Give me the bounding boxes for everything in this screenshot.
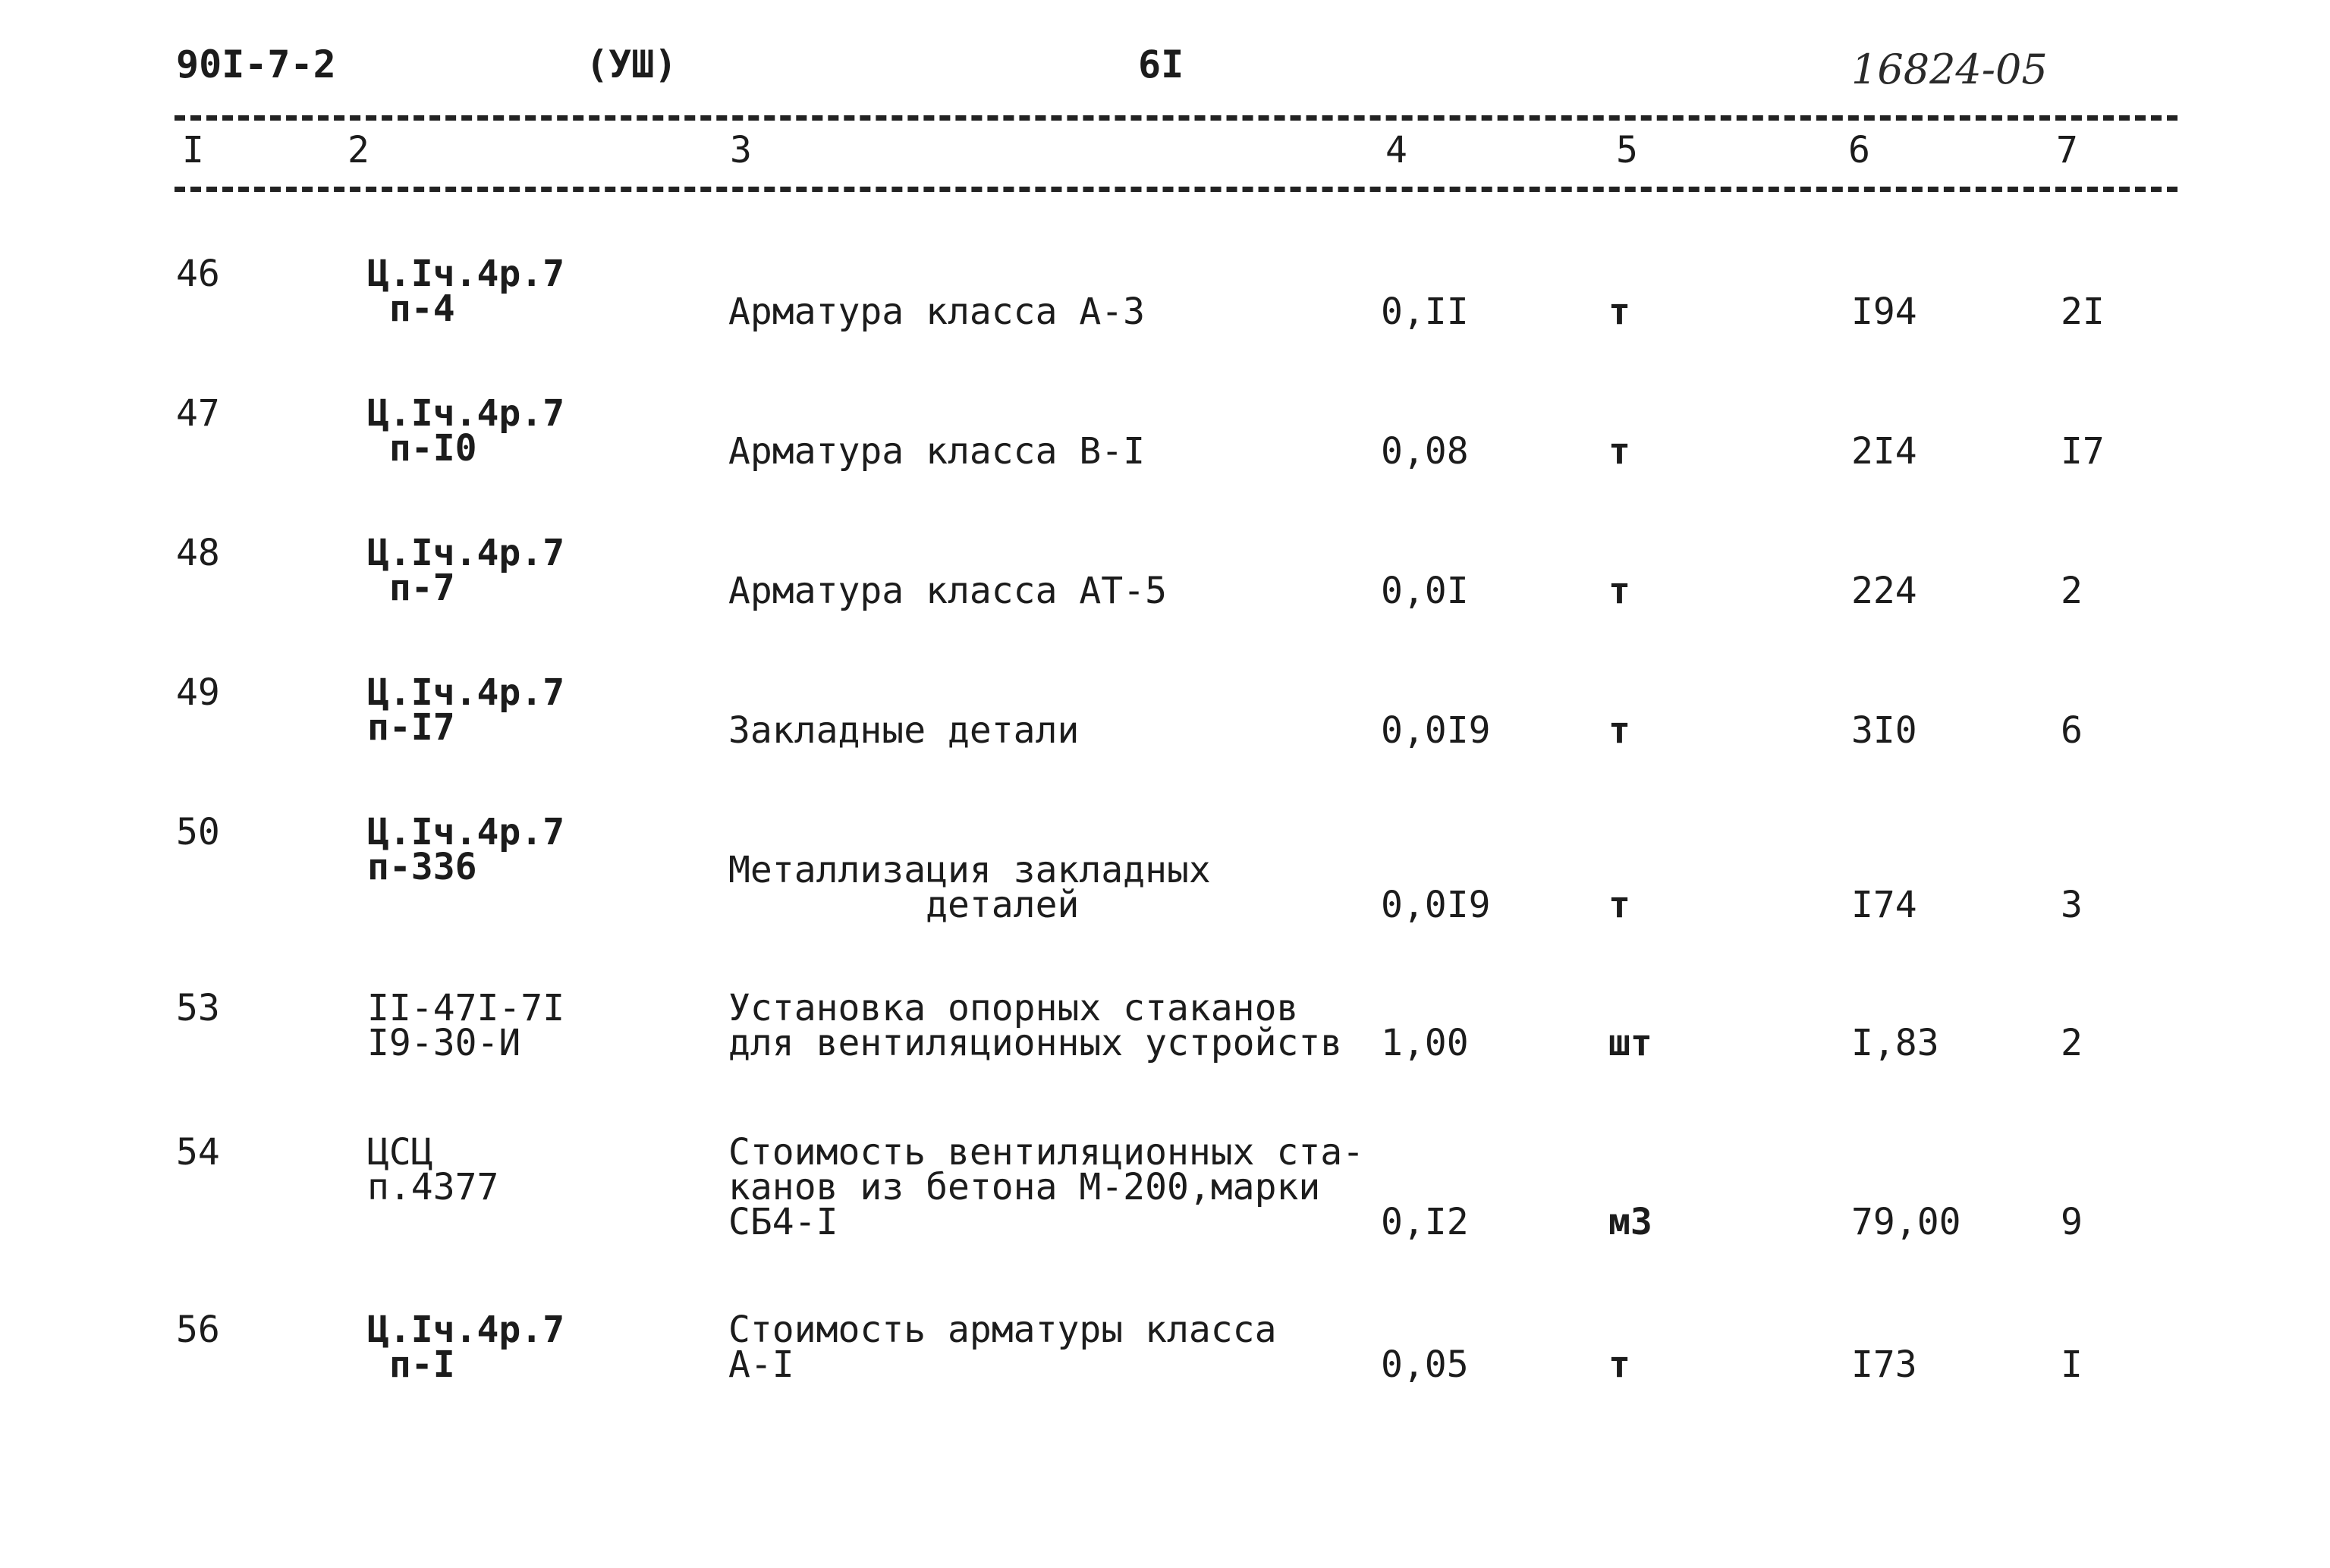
total-cost: 3 bbox=[2061, 884, 2083, 926]
quantity: 0,I2 bbox=[1381, 1201, 1469, 1243]
column-number-3: 3 bbox=[730, 129, 752, 171]
price-reference: Ц.Iч.4р.7 п-4 bbox=[367, 253, 565, 330]
document-code: 90I-7-2 bbox=[176, 42, 336, 86]
unit: т bbox=[1608, 291, 1630, 333]
price-reference: Ц.Iч.4р.7 п-I0 bbox=[367, 392, 565, 470]
row-number: 56 bbox=[176, 1309, 220, 1351]
price-reference: Ц.Iч.4р.7 п-I bbox=[367, 1309, 565, 1386]
total-cost: 9 bbox=[2061, 1201, 2083, 1243]
unit-price: 79,00 bbox=[1851, 1201, 1961, 1243]
work-description: Арматура класса АТ-5 bbox=[728, 570, 1167, 612]
header-dashed-rule bbox=[175, 187, 2177, 192]
top-dashed-rule bbox=[175, 115, 2177, 121]
row-number: 47 bbox=[176, 392, 220, 435]
total-cost: 2I bbox=[2061, 291, 2105, 333]
row-number: 54 bbox=[176, 1131, 220, 1174]
work-description: Закладные детали bbox=[728, 709, 1080, 752]
table-row bbox=[0, 253, 2330, 385]
quantity: 0,II bbox=[1381, 291, 1469, 333]
price-reference: Ц.Iч.4р.7 п-336 bbox=[367, 811, 565, 888]
quantity: 0,08 bbox=[1381, 430, 1469, 473]
unit-price: I73 bbox=[1851, 1343, 1917, 1386]
unit: шт bbox=[1608, 1022, 1652, 1064]
unit: т bbox=[1608, 430, 1630, 473]
work-description: Стоимость арматуры класса А-I bbox=[728, 1309, 1277, 1386]
unit-price: 2I4 bbox=[1851, 430, 1917, 473]
column-number-5: 5 bbox=[1616, 129, 1638, 171]
work-description: Арматура класса А-3 bbox=[728, 291, 1146, 333]
column-number-2: 2 bbox=[347, 129, 369, 171]
column-number-4: 4 bbox=[1385, 129, 1407, 171]
row-number: 50 bbox=[176, 811, 220, 853]
total-cost: 2 bbox=[2061, 1022, 2083, 1064]
table-row bbox=[0, 987, 2330, 1120]
price-reference: Ц.Iч.4р.7 п-I7 bbox=[367, 671, 565, 749]
table-row bbox=[0, 532, 2330, 665]
work-description: Металлизация закладных деталей bbox=[728, 849, 1211, 926]
section-mark: (УШ) bbox=[586, 42, 678, 86]
unit-price: I,83 bbox=[1851, 1022, 1939, 1064]
quantity: 0,0I bbox=[1381, 570, 1469, 612]
table-row bbox=[0, 811, 2330, 944]
quantity: 0,0I9 bbox=[1381, 884, 1491, 926]
column-number-1: I bbox=[182, 129, 204, 171]
price-reference: Ц.Iч.4р.7 п-7 bbox=[367, 532, 565, 609]
work-description: Арматура класса В-I bbox=[728, 430, 1146, 473]
page-number: 6I bbox=[1138, 42, 1184, 86]
unit-price: 3I0 bbox=[1851, 709, 1917, 752]
row-number: 48 bbox=[176, 532, 220, 574]
handwritten-inventory-number: 16824-05 bbox=[1851, 46, 2048, 93]
price-reference: ЦСЦ п.4377 bbox=[367, 1131, 499, 1208]
unit: т bbox=[1608, 709, 1630, 752]
quantity: 0,0I9 bbox=[1381, 709, 1491, 752]
table-row bbox=[0, 671, 2330, 804]
quantity: 0,05 bbox=[1381, 1343, 1469, 1386]
total-cost: I bbox=[2061, 1343, 2083, 1386]
unit-price: 224 bbox=[1851, 570, 1917, 612]
unit: т bbox=[1608, 1343, 1630, 1386]
quantity: 1,00 bbox=[1381, 1022, 1469, 1064]
total-cost: I7 bbox=[2061, 430, 2105, 473]
work-description: Стоимость вентиляционных ста- канов из бетона М-200,марки СБ4-I bbox=[728, 1131, 1365, 1243]
column-number-7: 7 bbox=[2056, 129, 2078, 171]
price-reference: II-47I-7I I9-30-И bbox=[367, 987, 565, 1064]
total-cost: 6 bbox=[2061, 709, 2083, 752]
unit-price: I74 bbox=[1851, 884, 1917, 926]
row-number: 46 bbox=[176, 253, 220, 295]
unit: т bbox=[1608, 570, 1630, 612]
column-number-6: 6 bbox=[1848, 129, 1870, 171]
unit: м3 bbox=[1608, 1201, 1652, 1243]
total-cost: 2 bbox=[2061, 570, 2083, 612]
row-number: 49 bbox=[176, 671, 220, 714]
table-row bbox=[0, 392, 2330, 525]
unit: т bbox=[1608, 884, 1630, 926]
table-row bbox=[0, 1309, 2330, 1441]
unit-price: I94 bbox=[1851, 291, 1917, 333]
work-description: Установка опорных стаканов для вентиляционных устройств bbox=[728, 987, 1343, 1064]
row-number: 53 bbox=[176, 987, 220, 1029]
table-row bbox=[0, 1131, 2330, 1264]
